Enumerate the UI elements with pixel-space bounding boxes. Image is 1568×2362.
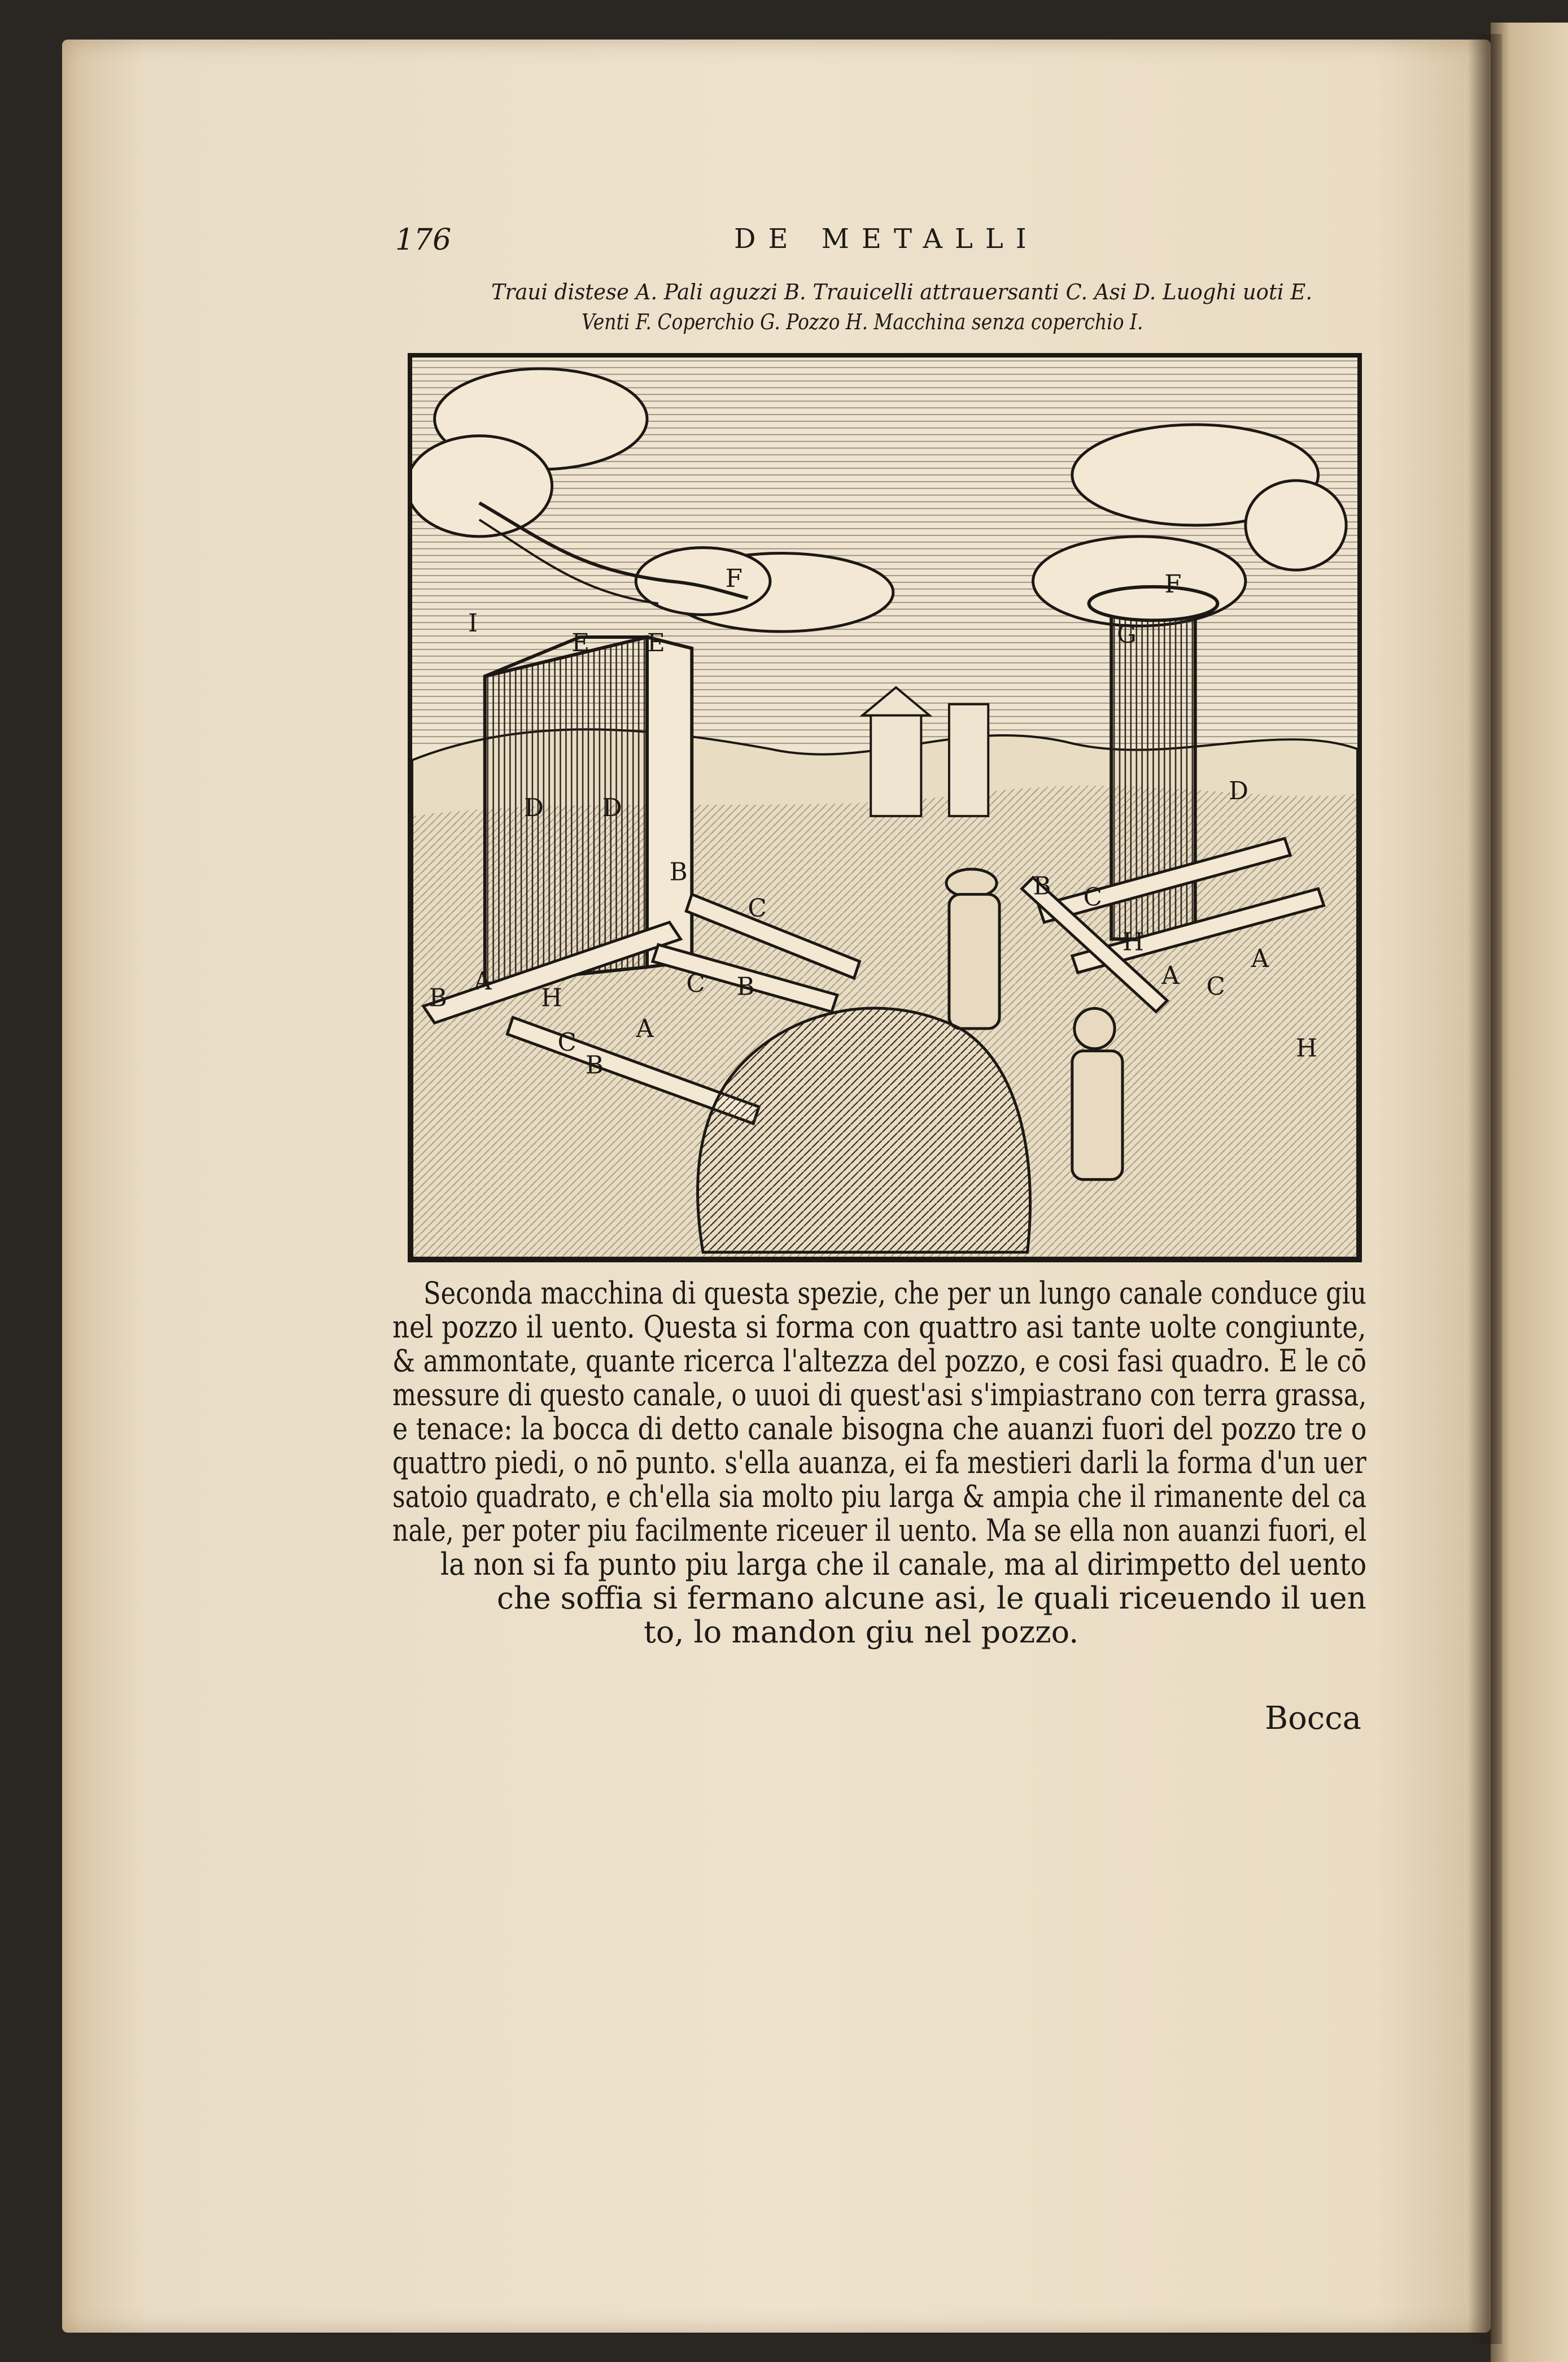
fig-label: C: [748, 895, 767, 923]
fig-label: F: [725, 564, 742, 593]
page-header: [395, 223, 1242, 263]
page-gutter: [1468, 34, 1502, 2344]
fig-label: I: [468, 609, 478, 638]
body-text-line: messure di questo canale, o uuoi di quest'asi s'impiastrano con terra grassa,: [392, 1377, 1367, 1413]
fig-label: A: [1161, 961, 1180, 990]
fig-label: B: [586, 1051, 604, 1080]
fig-label: A: [636, 1014, 654, 1043]
fig-label: B: [429, 984, 447, 1013]
fig-label: E: [571, 629, 590, 657]
running-head: DE METALLI: [734, 223, 1039, 255]
body-text-line: & ammontate, quante ricerca l'altezza del pozzo, e cosi fasi quadro. E le cō: [392, 1343, 1367, 1379]
fig-label: E: [647, 629, 665, 657]
body-text-line: quattro piedi, o nō punto. s'ella auanza, ei fa mestieri darli la forma d'un uer: [392, 1445, 1366, 1480]
fig-label: D: [602, 794, 622, 822]
fig-label: F: [1164, 570, 1182, 599]
page-number: 176: [395, 223, 452, 257]
facing-page-edge: [1491, 23, 1568, 2362]
fig-label: B: [736, 973, 755, 1001]
fig-label: C: [686, 970, 705, 999]
fig-label: A: [473, 967, 492, 996]
fig-label: H: [540, 984, 562, 1013]
fig-label: C: [1206, 973, 1225, 1001]
fig-label: A: [1251, 945, 1269, 974]
fig-label: D: [1229, 777, 1249, 806]
figure-legend-line-2: Venti F. Coperchio G. Pozzo H. Macchina senza coperchio I.: [582, 310, 1143, 334]
fig-label: C: [557, 1029, 576, 1057]
body-text-line: e tenace: la bocca di detto canale bisogna che auanzi fuori del pozzo tre o: [392, 1411, 1367, 1446]
woodcut-illustration: [408, 353, 1362, 1262]
body-text-line: Seconda macchina di questa spezie, che per un lungo canale conduce giu: [423, 1275, 1366, 1311]
woodcut-drawing: [412, 358, 1357, 1258]
catchword: Bocca: [1265, 1700, 1361, 1737]
fig-label: H: [1122, 928, 1144, 957]
fig-label: G: [1117, 620, 1137, 649]
fig-label: C: [1083, 883, 1102, 912]
fig-label: B: [669, 858, 688, 887]
body-text-line: satoio quadrato, e ch'ella sia molto piu larga & ampia che il rimanente del ca: [392, 1479, 1367, 1514]
fig-label: B: [1033, 872, 1051, 901]
figure-legend-line-1: Traui distese A. Pali aguzzi B. Trauicelli attrauersanti C. Asi D. Luoghi uoti E.: [491, 280, 1313, 304]
body-text-line: nale, per poter piu facilmente riceuer il uento. Ma se ella non auanzi fuori, el: [392, 1513, 1367, 1548]
body-text-line: la non si fa punto piu larga che il canale, ma al dirimpetto del uento: [440, 1546, 1367, 1582]
body-text-line: to, lo mandon giu nel pozzo.: [644, 1614, 1079, 1650]
fig-label: H: [1296, 1034, 1318, 1063]
body-text-line: che soffia si fermano alcune asi, le quali riceuendo il uen: [497, 1580, 1366, 1616]
body-text-line: nel pozzo il uento. Questa si forma con quattro asi tante uolte congiunte,: [392, 1309, 1366, 1345]
fig-label: D: [524, 794, 544, 822]
